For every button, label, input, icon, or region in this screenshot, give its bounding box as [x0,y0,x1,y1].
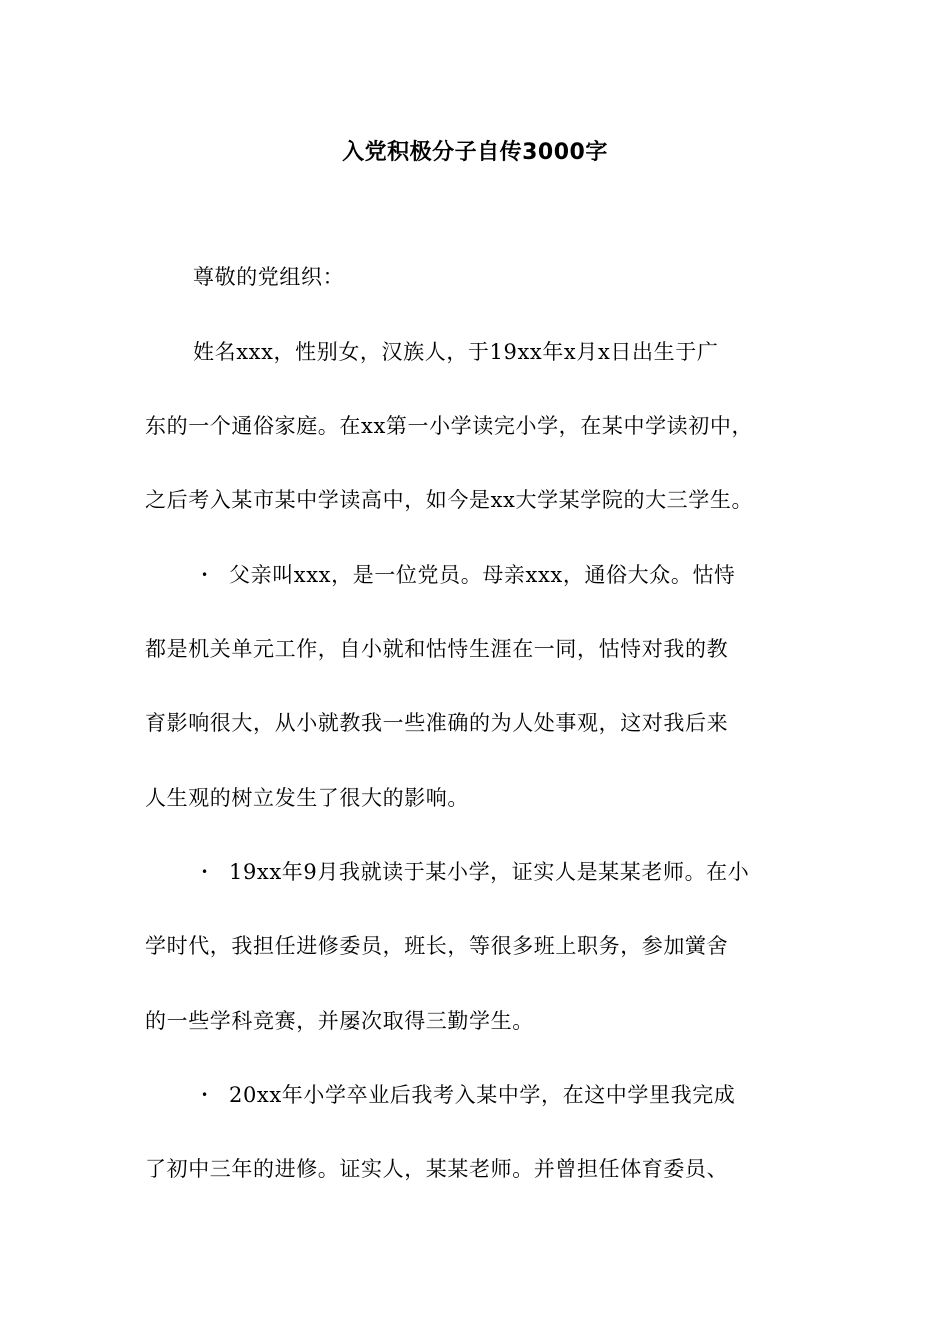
paragraph-3-line-3: 的一些学科竞赛，并屡次取得三勤学生。 [145,1009,534,1033]
paragraph-2-line-3: 育影响很大，从小就教我一些准确的为人处事观，这对我后来 [145,711,729,735]
paragraph-4-line-2: 了初中三年的进修。证实人，某某老师。并曾担任体育委员、 [145,1157,729,1181]
paragraph-1-line-1: 姓名xxx，性别女，汉族人，于19xx年x月x日出生于广 [193,340,719,364]
bullet-marker: • [201,1088,209,1102]
document-title: 入党积极分子自传3000字 [342,140,608,165]
paragraph-2-line-1: 父亲叫xxx，是一位党员。母亲xxx，通俗大众。怙恃 [229,563,736,587]
salutation: 尊敬的党组织： [193,265,345,289]
paragraph-4-line-1: 20xx年小学卒业后我考入某中学，在这中学里我完成 [229,1083,736,1107]
bullet-marker: • [201,865,209,879]
paragraph-2-line-2: 都是机关单元工作，自小就和怙恃生涯在一同，怙恃对我的教 [145,637,729,661]
paragraph-1-line-2: 东的一个通俗家庭。在xx第一小学读完小学，在某中学读初中， [145,414,754,438]
paragraph-3-line-1: 19xx年9月我就读于某小学，证实人是某某老师。在小 [229,860,750,884]
paragraph-2-line-4: 人生观的树立发生了很大的影响。 [145,786,469,810]
bullet-marker: • [201,568,209,582]
paragraph-1-line-3: 之后考入某市某中学读高中，如今是xx大学某学院的大三学生。 [145,488,754,512]
paragraph-3-line-2: 学时代，我担任进修委员，班长，等很多班上职务，参加黉舍 [145,934,729,958]
